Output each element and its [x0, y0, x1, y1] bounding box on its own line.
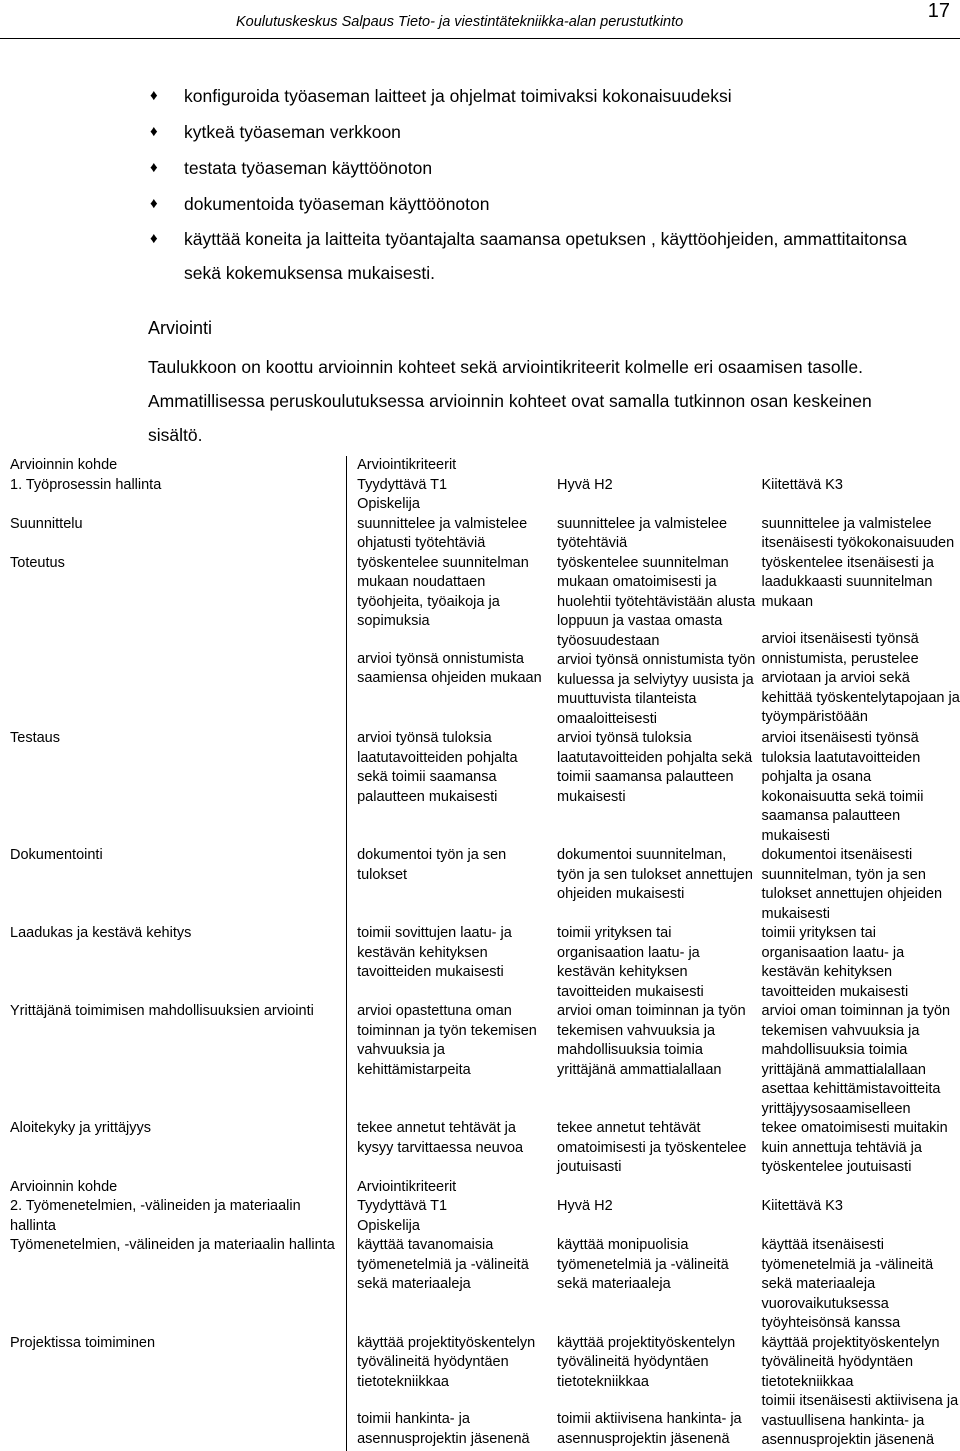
table-cell: suunnittelee ja valmistelee itsenäisesti työkokonaisuuden [756, 515, 960, 554]
row-label: Toteutus [0, 554, 347, 730]
table-cell: toimii sovittujen laatu- ja kestävän kehityksen tavoitteiden mukaisesti [347, 924, 551, 1002]
diamond-bullet-icon: ♦ [150, 222, 158, 256]
diamond-bullet-icon: ♦ [150, 78, 158, 114]
table-cell: työskentelee suunnitelman mukaan noudattaen työohjeita, työaikoja ja sopimuksia arvioi työnsä onnistumista saamiensa ohjeiden mukaan [347, 554, 551, 730]
table-cell: arvioi oman toiminnan ja työn tekemisen vahvuuksia ja mahdollisuuksia toimia yrittäjänä ammattialallaan asettaa kehittämistavoitteita yrittäjyysosaamiselleen [756, 1002, 960, 1119]
level-cell: Kiitettävä K3 [756, 1197, 960, 1236]
level-cell: Tyydyttävä T1 Opiskelija [347, 476, 551, 515]
level-cell: Kiitettävä K3 [756, 476, 960, 515]
table-cell: tekee annetut tehtävät ja kysyy tarvittaessa neuvoa [347, 1119, 551, 1178]
table-cell: suunnittelee ja valmistelee työtehtäviä [551, 515, 755, 554]
table-row [0, 554, 960, 730]
level-cell: Hyvä H2 [551, 476, 755, 515]
assessment-tables [0, 456, 960, 1451]
table-cell: dokumentoi työn ja sen tulokset [347, 846, 551, 924]
table-cell: arvioi oman toiminnan ja työn tekemisen vahvuuksia ja mahdollisuuksia toimia yrittäjänä ammattialallaan [551, 1002, 755, 1119]
table-row [0, 1236, 960, 1334]
row-label: Dokumentointi [0, 846, 347, 924]
diamond-bullet-icon: ♦ [150, 114, 158, 150]
table-row [0, 846, 960, 924]
section-heading: Arviointi [148, 318, 212, 339]
table-cell: dokumentoi suunnitelman, työn ja sen tulokset annettujen ohjeiden mukaisesti [551, 846, 755, 924]
table-cell: dokumentoi itsenäisesti suunnitelman, työn ja sen tulokset annettujen ohjeiden mukaisesti [756, 846, 960, 924]
row-label: Aloitekyky ja yrittäjyys [0, 1119, 347, 1178]
section-cell: 1. Työprosessin hallinta [0, 476, 347, 515]
row-label: Testaus [0, 729, 347, 846]
row-label: Työmenetelmien, -välineiden ja materiaalin hallinta [0, 1236, 347, 1334]
table-cell: suunnittelee ja valmistelee ohjatusti työtehtäviä [347, 515, 551, 554]
header-cell: Arviointikriteerit [347, 1178, 960, 1198]
table-cell: arvioi työnsä tuloksia laatutavoitteiden pohjalta sekä toimii saamansa palautteen mukaisesti [347, 729, 551, 846]
list-item: ♦ konfiguroida työaseman laitteet ja ohjelmat toimivaksi kokonaisuudeksi [150, 78, 940, 114]
running-header: Koulutuskeskus Salpaus Tieto- ja viestintätekniikka-alan perustutkinto [236, 14, 683, 30]
table-cell: toimii yrityksen tai organisaation laatu- ja kestävän kehityksen tavoitteiden mukaisesti [551, 924, 755, 1002]
table-row [0, 515, 960, 554]
table-row [0, 1334, 960, 1451]
table-row [0, 924, 960, 1002]
header-rule [0, 38, 960, 39]
table-header-row [0, 1178, 960, 1198]
header-cell: Arvioinnin kohde [0, 1178, 347, 1198]
table-row [0, 1002, 960, 1119]
header-cell: Arvioinnin kohde [0, 456, 347, 476]
table-cell: arvioi työnsä tuloksia laatutavoitteiden pohjalta sekä toimii saamansa palautteen mukaisesti [551, 729, 755, 846]
header-cell: Arviointikriteerit [347, 456, 960, 476]
table-cell: käyttää itsenäisesti työmenetelmiä ja -välineitä sekä materiaaleja vuorovaikutuksessa työyhteisönsä kanssa [756, 1236, 960, 1334]
table-row [0, 1197, 960, 1236]
assessment-table [0, 456, 960, 1451]
row-label: Laadukas ja kestävä kehitys [0, 924, 347, 1002]
diamond-bullet-icon: ♦ [150, 186, 158, 222]
diamond-bullet-icon: ♦ [150, 150, 158, 186]
list-item: ♦ kytkeä työaseman verkkoon [150, 114, 940, 150]
list-item: ♦ dokumentoida työaseman käyttöönoton [150, 186, 940, 222]
row-label: Yrittäjänä toimimisen mahdollisuuksien arviointi [0, 1002, 347, 1119]
table-header-row [0, 456, 960, 476]
row-label: Projektissa toimiminen [0, 1334, 347, 1451]
table-cell: toimii yrityksen tai organisaation laatu- ja kestävän kehityksen tavoitteiden mukaisesti [756, 924, 960, 1002]
table-cell: tekee omatoimisesti muitakin kuin annettuja tehtäviä ja työskentelee joutuisasti [756, 1119, 960, 1178]
table-row [0, 729, 960, 846]
table-cell: arvioi opastettuna oman toiminnan ja työn tekemisen vahvuuksia ja kehittämistarpeita [347, 1002, 551, 1119]
level-cell: Tyydyttävä T1 Opiskelija [347, 1197, 551, 1236]
section-cell: 2. Työmenetelmien, -välineiden ja materiaalin hallinta [0, 1197, 347, 1236]
table-cell: työskentelee itsenäisesti ja laadukkaasti suunnitelman mukaan arvioi itsenäisesti työnsä onnistumista, perustelee arviotaan ja arvioi sekä kehittää työskentelytapojaan ja työympäristöään [756, 554, 960, 730]
table-cell: käyttää monipuolisia työmenetelmiä ja -välineitä sekä materiaaleja [551, 1236, 755, 1334]
level-cell: Hyvä H2 [551, 1197, 755, 1236]
table-cell: käyttää projektityöskentelyn työvälineitä hyödyntäen tietotekniikkaa toimii hankinta- ja asennusprojektin jäsenenä [347, 1334, 551, 1451]
list-item: ♦ käyttää koneita ja laitteita työantajalta saamansa opetuksen , käyttöohjeiden, ammattitaitonsa sekä kokemuksensa mukaisesti. [150, 222, 940, 290]
table-cell: arvioi itsenäisesti työnsä tuloksia laatutavoitteiden pohjalta ja osana kokonaisuutta sekä toimii saamansa palautteen mukaisesti [756, 729, 960, 846]
objectives-list [150, 78, 940, 290]
table-cell: käyttää tavanomaisia työmenetelmiä ja -välineitä sekä materiaaleja [347, 1236, 551, 1334]
page-number: 17 [928, 0, 950, 23]
table-row [0, 476, 960, 515]
table-cell: tekee annetut tehtävät omatoimisesti ja työskentelee joutuisasti [551, 1119, 755, 1178]
table-cell: käyttää projektityöskentelyn työvälineitä hyödyntäen tietotekniikkaa toimii itsenäisesti aktiivisena ja vastuullisena hankinta- ja asennusprojektin jäsenenä [756, 1334, 960, 1451]
list-item: ♦ testata työaseman käyttöönoton [150, 150, 940, 186]
table-cell: käyttää projektityöskentelyn työvälineitä hyödyntäen tietotekniikkaa toimii aktiivisena hankinta- ja asennusprojektin jäsenenä [551, 1334, 755, 1451]
table-row [0, 1119, 960, 1178]
table-cell: työskentelee suunnitelman mukaan omatoimisesti ja huolehtii työtehtävistään alusta loppuun ja vastaa omasta työosuudestaan arvioi työnsä onnistumista työn kuluessa ja selviytyy uusista ja muuttuvista tilanteista omaaloitteisesti [551, 554, 755, 730]
section-paragraph: Taulukkoon on koottu arvioinnin kohteet sekä arviointikriteerit kolmelle eri osaamisen tasolle. Ammatillisessa peruskoulutuksessa arvioinnin kohteet ovat samalla tutkinnon osan keskeinen sisältö. [148, 350, 928, 452]
row-label: Suunnittelu [0, 515, 347, 554]
